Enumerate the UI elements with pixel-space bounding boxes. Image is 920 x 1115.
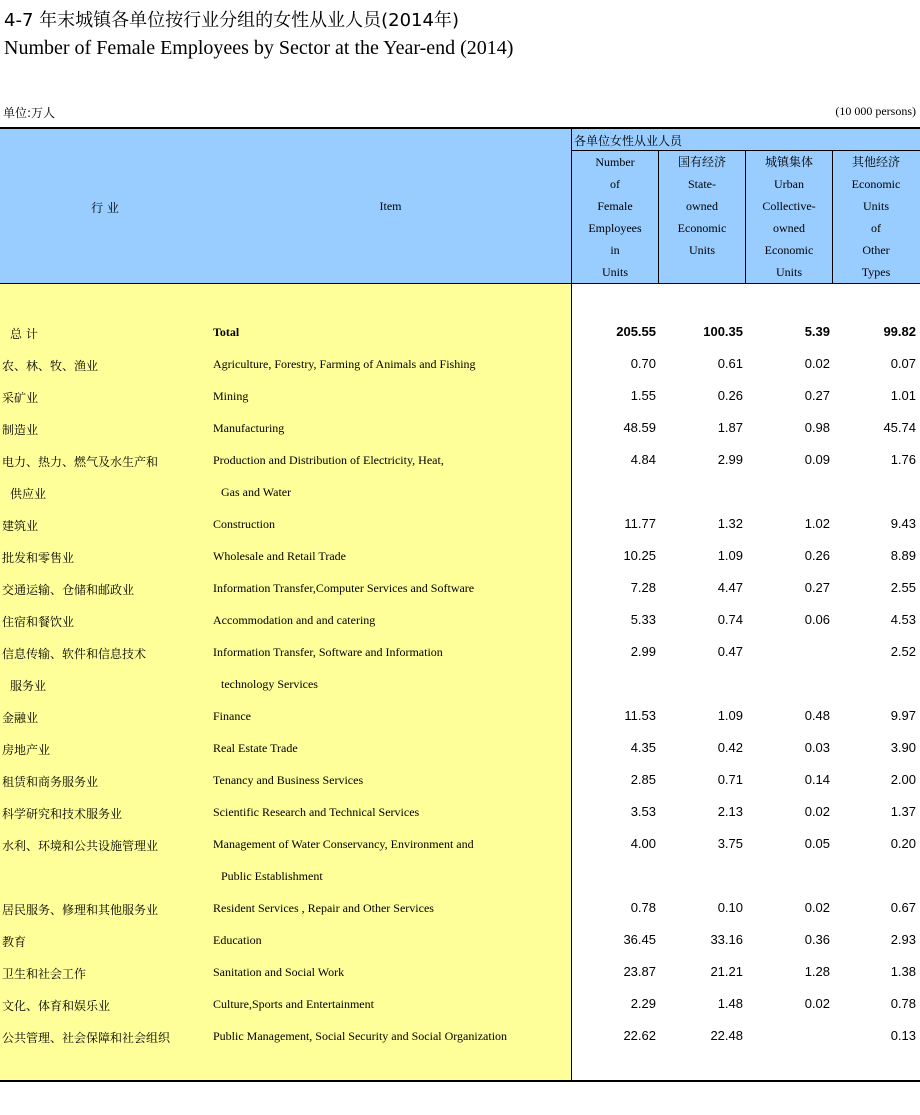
header-col-cn: 城镇集体 xyxy=(764,155,813,169)
row-label-en: Sanitation and Social Work xyxy=(213,965,345,979)
header-item-en: Item xyxy=(379,199,402,213)
table-row xyxy=(0,509,920,541)
row-label-en: Construction xyxy=(213,517,275,531)
cell-value: 0.02 xyxy=(804,804,830,819)
cell-value: 0.03 xyxy=(804,740,830,755)
row-label-en: Information Transfer,Computer Services and Software xyxy=(213,581,475,595)
table-row xyxy=(0,669,920,701)
header-col-en-line: Female xyxy=(597,199,633,213)
cell-value: 4.53 xyxy=(890,612,916,627)
unit-label-cn: 单位:万人 xyxy=(3,106,56,120)
cell-value: 2.52 xyxy=(890,644,916,659)
cell-value: 2.85 xyxy=(630,772,656,787)
cell-value: 36.45 xyxy=(623,932,656,947)
row-label-cn: 公共管理、社会保障和社会组织 xyxy=(2,1031,171,1045)
cell-value: 0.09 xyxy=(804,452,830,467)
cell-value: 0.98 xyxy=(804,420,830,435)
header-col-en-line: Economic xyxy=(764,243,814,257)
cell-value: 0.26 xyxy=(717,388,743,403)
table-row xyxy=(0,765,920,797)
table-row xyxy=(0,861,920,893)
cell-value: 5.33 xyxy=(630,612,656,627)
cell-value: 8.89 xyxy=(890,548,916,563)
cell-value: 0.06 xyxy=(804,612,830,627)
cell-value: 2.00 xyxy=(890,772,916,787)
cell-value: 100.35 xyxy=(703,324,743,339)
cell-value: 11.77 xyxy=(624,516,656,531)
table-row xyxy=(0,701,920,733)
unit-label-en: (10 000 persons) xyxy=(835,104,916,118)
cell-value: 2.99 xyxy=(717,452,743,467)
header-col-en-line: Units xyxy=(688,243,715,257)
header-col-en-line: of xyxy=(871,221,881,235)
cell-value: 9.43 xyxy=(890,516,916,531)
header-col-en-line: Collective- xyxy=(762,199,816,213)
row-label-en: technology Services xyxy=(221,677,318,691)
row-label-en: Real Estate Trade xyxy=(213,741,298,755)
row-label-en: Education xyxy=(213,933,262,947)
table-body xyxy=(0,284,920,1080)
row-label-cn: 供应业 xyxy=(10,487,47,501)
cell-value: 11.53 xyxy=(624,708,656,723)
row-label-cn: 卫生和社会工作 xyxy=(2,967,87,981)
header-col-en-line: Employees xyxy=(588,221,642,235)
row-label-cn: 居民服务、修理和其他服务业 xyxy=(2,903,159,917)
header-col-en-line: Units xyxy=(862,199,889,213)
cell-value: 0.10 xyxy=(717,900,743,915)
row-label-en: Finance xyxy=(213,709,251,723)
cell-value: 1.28 xyxy=(804,964,830,979)
table-row xyxy=(0,381,920,413)
header-col-en-line: Number xyxy=(595,155,635,169)
column-divider xyxy=(832,150,833,284)
table-row xyxy=(0,349,920,381)
row-label-cn: 电力、热力、燃气及水生产和 xyxy=(2,455,159,469)
row-label-en: Wholesale and Retail Trade xyxy=(213,549,346,563)
row-label-en: Public Management, Social Security and Social Organization xyxy=(213,1029,508,1043)
header-col-en-line: Economic xyxy=(677,221,727,235)
table-row xyxy=(0,925,920,957)
cell-value: 1.02 xyxy=(804,516,830,531)
header-col-en-line: Economic xyxy=(851,177,901,191)
table-row xyxy=(0,733,920,765)
header-col-en-line: Units xyxy=(601,265,628,279)
row-label-cn: 住宿和餐饮业 xyxy=(2,615,75,629)
cell-value: 5.39 xyxy=(804,324,830,339)
cell-value: 2.13 xyxy=(717,804,743,819)
cell-value: 3.75 xyxy=(717,836,743,851)
table-header xyxy=(0,129,920,284)
cell-value: 2.29 xyxy=(630,996,656,1011)
cell-value: 1.55 xyxy=(630,388,656,403)
cell-value: 0.13 xyxy=(890,1028,916,1043)
header-col-en-line: owned xyxy=(686,199,718,213)
row-label-en: Management of Water Conservancy, Environment and xyxy=(213,837,474,851)
data-table xyxy=(0,127,920,1082)
cell-value: 0.48 xyxy=(804,708,830,723)
cell-value: 2.99 xyxy=(630,644,656,659)
cell-value: 1.01 xyxy=(890,388,916,403)
header-col-en-line: Types xyxy=(861,265,891,279)
table-row xyxy=(0,573,920,605)
row-label-cn: 水利、环境和公共设施管理业 xyxy=(2,839,159,853)
row-label-en: Manufacturing xyxy=(213,421,285,435)
row-label-en: Accommodation and and catering xyxy=(213,613,376,627)
header-sector-cn: 行 业 xyxy=(91,201,119,215)
header-col-cn: 其他经济 xyxy=(851,155,900,169)
table-row xyxy=(0,637,920,669)
header-col-en-line: Units xyxy=(775,265,802,279)
cell-value: 0.02 xyxy=(804,996,830,1011)
table-row xyxy=(0,989,920,1021)
row-label-cn: 采矿业 xyxy=(2,391,39,405)
cell-value: 45.74 xyxy=(883,420,916,435)
row-label-en: Tenancy and Business Services xyxy=(213,773,364,787)
cell-value: 0.07 xyxy=(890,356,916,371)
cell-value: 21.21 xyxy=(710,964,743,979)
row-label-cn: 批发和零售业 xyxy=(2,551,75,565)
row-label-en: Public Establishment xyxy=(221,869,323,883)
header-col-1 xyxy=(572,151,658,283)
row-label-cn: 信息传输、软件和信息技术 xyxy=(2,647,147,661)
cell-value: 0.20 xyxy=(890,836,916,851)
row-label-cn: 科学研究和技术服务业 xyxy=(2,807,123,821)
column-divider xyxy=(571,129,572,1080)
table-row xyxy=(0,605,920,637)
header-col-en-line: owned xyxy=(773,221,805,235)
cell-value: 7.28 xyxy=(630,580,656,595)
table-row xyxy=(0,1021,920,1053)
cell-value: 1.37 xyxy=(890,804,916,819)
header-col-2 xyxy=(659,151,745,283)
cell-value: 33.16 xyxy=(710,932,743,947)
row-label-en: Mining xyxy=(213,389,249,403)
cell-value: 1.87 xyxy=(717,420,743,435)
row-label-cn: 教育 xyxy=(2,935,27,949)
cell-value: 0.36 xyxy=(804,932,830,947)
cell-value: 1.09 xyxy=(717,708,743,723)
header-col-en-line: of xyxy=(610,177,620,191)
header-col-3 xyxy=(746,151,832,283)
table-row-total xyxy=(0,317,920,349)
page-title-en: Number of Female Employees by Sector at the Year-end (2014) xyxy=(4,37,514,59)
table-row xyxy=(0,541,920,573)
table-row xyxy=(0,957,920,989)
table-row xyxy=(0,445,920,477)
table-row xyxy=(0,413,920,445)
cell-value: 1.32 xyxy=(717,516,743,531)
cell-value: 4.47 xyxy=(717,580,743,595)
row-label-en: Scientific Research and Technical Services xyxy=(213,805,420,819)
cell-value: 0.47 xyxy=(717,644,743,659)
table-row xyxy=(0,797,920,829)
row-label-cn: 制造业 xyxy=(2,423,39,437)
header-col-en-line: in xyxy=(610,243,620,257)
row-label-cn: 金融业 xyxy=(2,711,39,725)
cell-value: 0.71 xyxy=(717,772,743,787)
cell-value: 3.90 xyxy=(890,740,916,755)
cell-value: 0.02 xyxy=(804,900,830,915)
cell-value: 0.78 xyxy=(890,996,916,1011)
cell-value: 0.67 xyxy=(890,900,916,915)
cell-value: 9.97 xyxy=(890,708,916,723)
row-label-cn: 文化、体育和娱乐业 xyxy=(2,999,111,1013)
header-col-en-line: Urban xyxy=(774,177,804,191)
header-col-en-line: Other xyxy=(862,243,890,257)
column-divider xyxy=(658,150,659,284)
row-label-en: Production and Distribution of Electricity, Heat, xyxy=(213,453,444,467)
cell-value: 0.74 xyxy=(717,612,743,627)
cell-value: 0.27 xyxy=(804,388,830,403)
page-title-cn: 4-7 年末城镇各单位按行业分组的女性从业人员(2014年) xyxy=(4,10,459,31)
row-label-cn: 租赁和商务服务业 xyxy=(2,775,99,789)
cell-value: 4.35 xyxy=(630,740,656,755)
row-label-cn: 房地产业 xyxy=(2,743,51,757)
cell-value: 22.62 xyxy=(623,1028,656,1043)
cell-value: 205.55 xyxy=(616,324,656,339)
row-label-cn: 服务业 xyxy=(10,679,47,693)
cell-value: 99.82 xyxy=(883,324,916,339)
cell-value: 0.05 xyxy=(804,836,830,851)
cell-value: 10.25 xyxy=(623,548,656,563)
cell-value: 4.00 xyxy=(630,836,656,851)
cell-value: 0.70 xyxy=(630,356,656,371)
table-row xyxy=(0,829,920,861)
column-divider xyxy=(745,150,746,284)
header-col-en-line: State- xyxy=(688,177,716,191)
cell-value: 0.14 xyxy=(804,772,830,787)
cell-value: 2.55 xyxy=(890,580,916,595)
cell-value: 23.87 xyxy=(623,964,656,979)
header-col-4 xyxy=(833,151,919,283)
row-label-cn: 农、林、牧、渔业 xyxy=(2,359,99,373)
row-label-en: Resident Services , Repair and Other Services xyxy=(213,901,434,915)
cell-value: 0.78 xyxy=(630,900,656,915)
cell-value: 2.93 xyxy=(890,932,916,947)
cell-value: 48.59 xyxy=(623,420,656,435)
row-label-cn: 交通运输、仓储和邮政业 xyxy=(2,583,135,597)
header-group-label: 各单位女性从业人员 xyxy=(574,134,683,148)
cell-value: 1.48 xyxy=(717,996,743,1011)
row-label-cn: 总 计 xyxy=(10,327,38,341)
cell-value: 22.48 xyxy=(710,1028,743,1043)
row-label-en: Information Transfer, Software and Information xyxy=(213,645,443,659)
cell-value: 0.61 xyxy=(717,356,743,371)
cell-value: 1.38 xyxy=(890,964,916,979)
row-label-cn: 建筑业 xyxy=(2,519,39,533)
header-col-cn: 国有经济 xyxy=(677,155,726,169)
row-label-en: Gas and Water xyxy=(221,485,292,499)
cell-value: 0.26 xyxy=(804,548,830,563)
row-label-en: Culture,Sports and Entertainment xyxy=(213,997,374,1011)
row-label-en: Total xyxy=(213,325,240,339)
row-label-en: Agriculture, Forestry, Farming of Animals and Fishing xyxy=(213,357,476,371)
cell-value: 3.53 xyxy=(630,804,656,819)
cell-value: 1.09 xyxy=(717,548,743,563)
table-row xyxy=(0,893,920,925)
cell-value: 0.42 xyxy=(717,740,743,755)
cell-value: 1.76 xyxy=(890,452,916,467)
cell-value: 0.27 xyxy=(804,580,830,595)
cell-value: 0.02 xyxy=(804,356,830,371)
cell-value: 4.84 xyxy=(630,452,656,467)
table-row xyxy=(0,477,920,509)
